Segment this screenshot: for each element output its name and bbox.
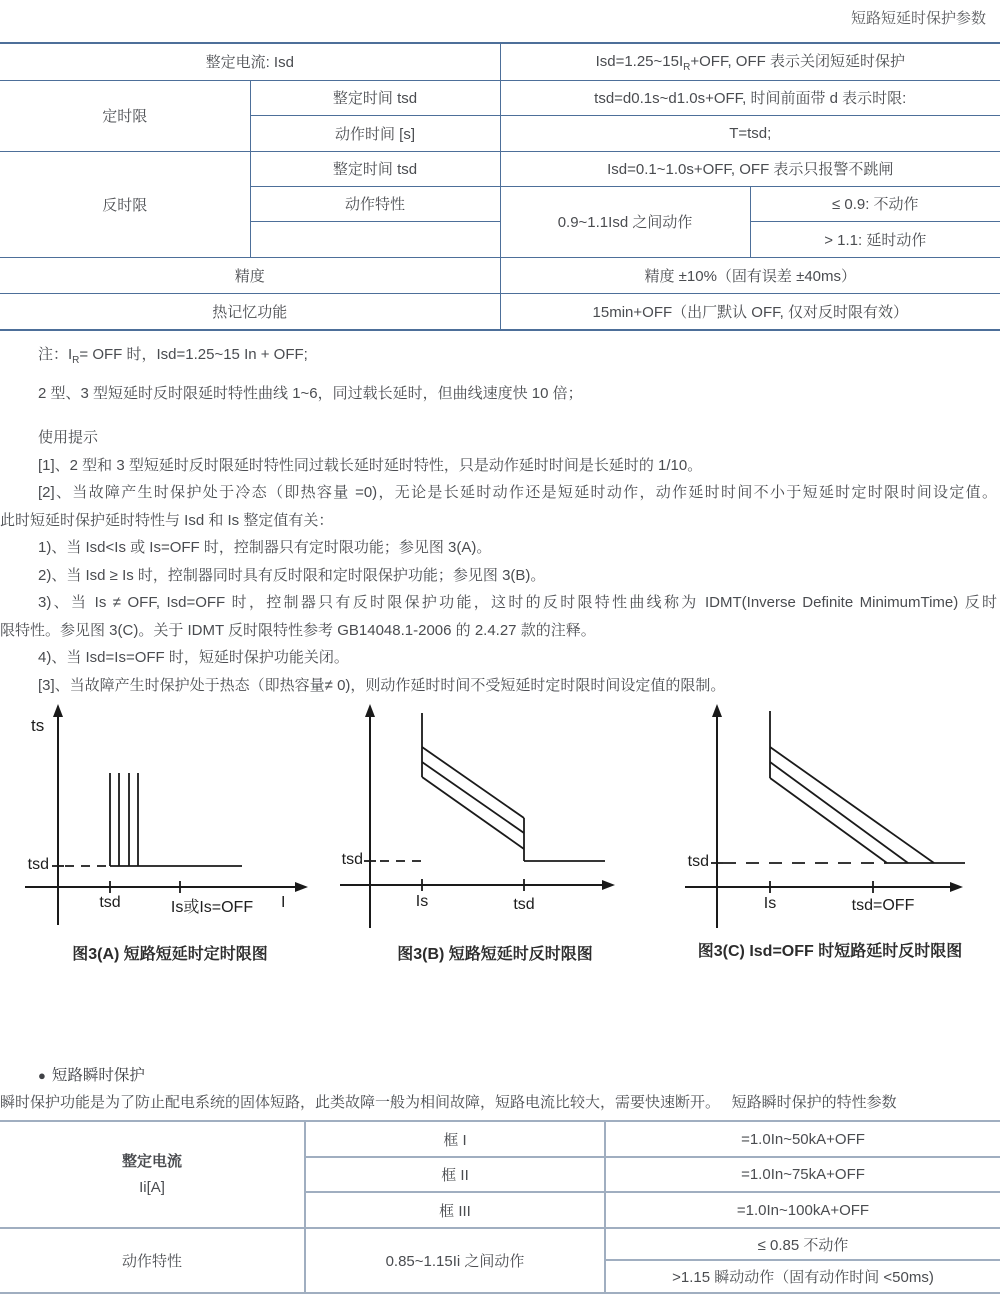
cell-thermal-memory-value: 15min+OFF（出厂默认 OFF, 仅对反时限有效）	[500, 293, 1000, 330]
cell-action-time-value: T=tsd;	[500, 115, 1000, 151]
usage-line-8: 4)、当 Isd=Is=OFF 时，短延时保护功能关闭。	[38, 649, 349, 666]
fig3a-x-tick2-label: Is或Is=OFF	[170, 899, 254, 916]
cell-inst-action-range: 0.85~1.15Ii 之间动作	[305, 1228, 605, 1293]
usage-title: 使用提示	[38, 429, 99, 446]
cell-delay-action-condition: > 1.1: 延时动作	[750, 221, 1000, 257]
fig3c-x-tick1-label: Is	[763, 895, 777, 912]
instantaneous-protection-title: 短路瞬时保护	[51, 1067, 145, 1084]
inst-set-current-line2: Ii[A]	[139, 1178, 165, 1196]
figure-3b	[335, 700, 655, 985]
instantaneous-protection-heading	[38, 1063, 145, 1085]
usage-line-2: [2]、当故障产生时保护处于冷态（即热容量 =0)，无论是长延时动作还是短延时动作，动作延时时间不小于短延时定时限时间设定值。	[38, 484, 997, 501]
usage-line-6: 3)、当 Is ≠ OFF, Isd=OFF 时，控制器只有反时限保护功能，这时的反时限特性曲线称为 IDMT(Inverse Definite MinimumTime) 反时	[38, 594, 997, 611]
note1-sub: R	[72, 355, 80, 366]
cell-frame2-value: =1.0In~75kA+OFF	[605, 1157, 1000, 1192]
cell-no-action-condition: ≤ 0.9: 不动作	[750, 186, 1000, 221]
cell-action-time-label: 动作时间 [s]	[250, 115, 500, 151]
figure-3b-plot	[335, 700, 655, 935]
cell-inverse-time-setting-label: 整定时间 tsd	[250, 151, 500, 186]
fig3b-caption: 图3(B) 短路短延时反时限图	[397, 946, 593, 963]
table-notes	[38, 338, 583, 410]
cell-frame2-label: 框 II	[305, 1157, 605, 1192]
fig3c-x-tick2-label: tsd=OFF	[851, 897, 915, 914]
fig3a-caption: 图3(A) 短路短延时定时限图	[72, 946, 268, 963]
usage-line-9: [3]、当故障产生时保护处于热态（即热容量≠ 0)，则动作延时时间不受短延时定时限时间设定值的限制。	[38, 676, 726, 694]
cell-inst-set-current-label	[0, 1121, 305, 1228]
page-title: 短路短延时保护参数	[850, 10, 986, 27]
fig3c-tsd-level-label: tsd	[687, 853, 709, 870]
figure-3a	[15, 700, 325, 985]
set-current-value-sub: R	[683, 62, 691, 74]
short-delay-parameter-table	[0, 42, 1000, 331]
set-current-value-post: +OFF, OFF 表示关闭短延时保护	[690, 53, 905, 71]
cell-set-current-value	[500, 43, 1000, 80]
usage-tips	[0, 424, 1000, 699]
cell-inst-no-action: ≤ 0.85 不动作	[605, 1228, 1000, 1260]
cell-action-characteristic-range: 0.9~1.1Isd 之间动作	[500, 186, 750, 257]
cell-set-current-label: 整定电流: Isd	[0, 43, 500, 80]
cell-inst-action-label: 动作特性	[0, 1228, 305, 1293]
note1-post: = OFF 时，Isd=1.25~15 In + OFF;	[79, 346, 308, 363]
fig3a-y-axis-label: ts	[31, 716, 45, 735]
cell-frame3-value: =1.0In~100kA+OFF	[605, 1192, 1000, 1228]
cell-definite-time-label: 定时限	[0, 80, 250, 151]
fig3a-tsd-level-label: tsd	[27, 856, 49, 873]
fig3b-x-tick1-label: Is	[415, 893, 429, 910]
cell-inst-trip-action: >1.15 瞬动动作（固有动作时间 <50ms)	[605, 1260, 1000, 1293]
figures-row	[0, 700, 1000, 985]
cell-accuracy-value: 精度 ±10%（固有误差 ±40ms）	[500, 257, 1000, 293]
cell-action-characteristic-label: 动作特性	[250, 186, 500, 221]
cell-frame1-label: 框 I	[305, 1121, 605, 1157]
usage-line-7: 限特性。参见图 3(C)。关于 IDMT 反时限特性参考 GB14048.1-2006 的 2.4.27 款的注释。	[0, 621, 596, 639]
cell-accuracy-label: 精度	[0, 257, 500, 293]
usage-line-1: [1]、2 型和 3 型短延时反时限延时特性同过载长延时延时特性，只是动作延时时间是长延时的 1/10。	[38, 456, 703, 474]
usage-line-4: 1)、当 Isd<Is 或 Is=OFF 时，控制器只有定时限功能；参见图 3(A)。	[38, 539, 492, 556]
fig3a-x-end-label: I	[281, 894, 286, 911]
cell-definite-time-setting-value: tsd=d0.1s~d1.0s+OFF, 时间前面带 d 表示时限:	[500, 80, 1000, 115]
cell-inverse-time-setting-value: Isd=0.1~1.0s+OFF, OFF 表示只报警不跳闸	[500, 151, 1000, 186]
cell-thermal-memory-label: 热记忆功能	[0, 293, 500, 330]
cell-empty	[250, 221, 500, 257]
cell-definite-time-setting-label: 整定时间 tsd	[250, 80, 500, 115]
cell-inverse-time-label: 反时限	[0, 151, 250, 257]
fig3b-x-tick2-label: tsd	[513, 896, 535, 913]
cell-frame1-value: =1.0In~50kA+OFF	[605, 1121, 1000, 1157]
note-line-1	[38, 338, 583, 377]
cell-frame3-label: 框 III	[305, 1192, 605, 1228]
fig3b-tsd-level-label: tsd	[341, 851, 363, 868]
fig3a-x-tick1-label: tsd	[99, 894, 121, 911]
note-line-2: 2 型、3 型短延时反时限延时特性曲线 1~6，同过载长延时，但曲线速度快 10 倍；	[38, 385, 583, 402]
usage-line-3: 此时短延时保护延时特性与 Isd 和 Is 整定值有关：	[0, 511, 334, 529]
usage-line-5: 2)、当 Isd ≥ Is 时，控制器同时具有反时限和定时限保护功能；参见图 3(B)。	[38, 566, 546, 584]
note1-pre: 注：I	[38, 346, 73, 363]
set-current-value-pre: Isd=1.25~15I	[595, 53, 684, 71]
bullet-icon: ●	[38, 1068, 46, 1083]
figure-3c	[665, 700, 995, 985]
instantaneous-protection-intro: 瞬时保护功能是为了防止配电系统的固体短路，此类故障一般为相间故障，短路电流比较大，需要快速断开。 短路瞬时保护的特性参数	[0, 1094, 897, 1111]
instantaneous-parameter-table	[0, 1120, 1000, 1294]
fig3c-caption: 图3(C) Isd=OFF 时短路延时反时限图	[697, 943, 963, 960]
inst-set-current-line1: 整定电流	[121, 1152, 182, 1170]
